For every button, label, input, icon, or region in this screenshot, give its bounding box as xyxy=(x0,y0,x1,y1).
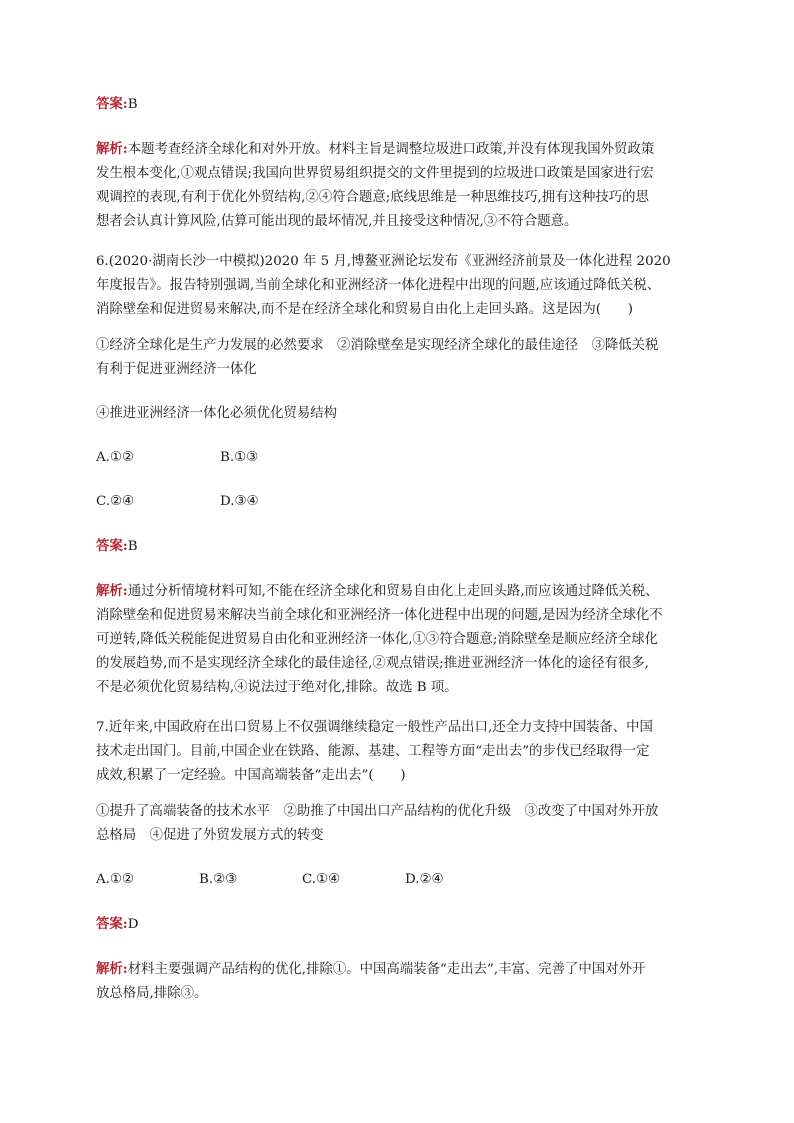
q5-analysis xyxy=(96,137,698,234)
q7-analysis-line: 放总格局,排除③。 xyxy=(96,986,208,1001)
q7-statement-line: ①提升了高端装备的技术水平 ②助推了中国出口产品结构的优化升级 ③改变了中国对外开放 xyxy=(96,804,659,819)
q7-option-c[interactable]: C.①④ xyxy=(302,872,341,887)
q7-stem-line: 7.近年来,中国政府在出口贸易上不仅强调继续稳定一般性产品出口,还全力支持中国装备、中国 xyxy=(96,720,653,735)
q6-stem-line: 6.(2020·湖南长沙一中模拟)2020 年 5 月,博鳌亚洲论坛发布《亚洲经济前景及一体化进程 2020 xyxy=(96,254,671,269)
answer-label: 答案: xyxy=(96,916,128,932)
analysis-label: 解析: xyxy=(96,141,128,157)
q6-option-c[interactable]: C.②④ xyxy=(96,494,135,509)
q6-stem xyxy=(96,250,698,322)
q6-option-d[interactable]: D.③④ xyxy=(220,494,259,509)
q6-statement-line: ①经济全球化是生产力发展的必然要求 ②消除壁垒是实现经济全球化的最佳途径 ③降低关税 xyxy=(96,338,659,353)
q7-stem-line: 成效,积累了一定经验。中国高端装备“走出去”( ) xyxy=(96,768,406,783)
q5-answer xyxy=(96,92,698,117)
q6-statements xyxy=(96,334,698,382)
q5-analysis-line: 发生根本变化,①观点错误;我国向世界贸易组织提交的文件里提到的垃圾进口政策是国家进行宏 xyxy=(96,166,654,181)
q6-analysis-line: 消除壁垒和促进贸易来解决当前全球化和亚洲经济一体化进程中出现的问题,是因为经济全球化不 xyxy=(96,608,663,623)
q7-option-b[interactable]: B.②③ xyxy=(199,872,238,887)
q7-analysis xyxy=(96,957,698,1006)
q7-option-a[interactable]: A.①② xyxy=(96,872,134,887)
q6-option-a[interactable]: A.①② xyxy=(96,450,134,465)
answer-label: 答案: xyxy=(96,538,128,554)
q6-analysis-line: 不是必须优化贸易结构,④说法过于绝对化,排除。故选 B 项。 xyxy=(96,680,458,695)
q7-statements xyxy=(96,800,698,848)
q5-analysis-line: 本题考查经济全球化和对外开放。材料主旨是调整垃圾进口政策,并没有体现我国外贸政策 xyxy=(127,142,655,157)
q7-answer-value: D xyxy=(127,917,139,932)
q7-stem-line: 技术走出国门。目前,中国企业在铁路、能源、基建、工程等方面“走出去”的步伐已经取得一定 xyxy=(96,744,650,759)
q6-stem-line: 消除壁垒和促进贸易来解决,而不是在经济全球化和贸易自由化上走回头路。这是因为( ) xyxy=(96,302,633,317)
q6-statement-4: ④推进亚洲经济一体化必须优化贸易结构 xyxy=(96,406,338,421)
analysis-label: 解析: xyxy=(96,961,128,977)
answer-label: 答案: xyxy=(96,96,128,112)
analysis-label: 解析: xyxy=(96,583,128,599)
q7-option-d[interactable]: D.②④ xyxy=(405,872,444,887)
q6-answer xyxy=(96,534,698,559)
q5-answer-value: B xyxy=(127,97,138,112)
q7-statement-line: 总格局 ④促进了外贸发展方式的转变 xyxy=(96,828,324,843)
q6-options-row-2 xyxy=(96,490,698,514)
q6-stem-line: 年度报告》。报告特别强调,当前全球化和亚洲经济一体化进程中出现的问题,应该通过降低关税、 xyxy=(96,278,661,293)
q6-analysis-line: 通过分析情境材料可知,不能在经济全球化和贸易自由化上走回头路,而应该通过降低关税、 xyxy=(127,584,659,599)
q6-option-b[interactable]: B.①③ xyxy=(220,450,259,465)
q6-answer-value: B xyxy=(127,539,138,554)
q7-options-row xyxy=(96,868,698,892)
q5-analysis-line: 观调控的表现,有利于优化外贸结构,②④符合题意;底线思维是一种思维技巧,拥有这种技巧的思 xyxy=(96,190,649,205)
q6-analysis-line: 可逆转,降低关税能促进贸易自由化和亚洲经济一体化,①③符合题意;消除壁垒是顺应经济全球化 xyxy=(96,632,659,647)
q7-analysis-line: 材料主要强调产品结构的优化,排除①。中国高端装备“走出去”,丰富、完善了中国对外开 xyxy=(127,962,646,977)
q7-answer xyxy=(96,912,698,937)
q7-stem xyxy=(96,716,698,788)
q6-analysis-line: 的发展趋势,而不是实现经济全球化的最佳途径,②观点错误;推进亚洲经济一体化的途径有很多, xyxy=(96,656,649,671)
q6-options-row-1 xyxy=(96,446,698,470)
q5-analysis-line: 想者会认真计算风险,估算可能出现的最坏情况,并且接受这种情况,③不符合题意。 xyxy=(96,214,578,229)
q6-analysis xyxy=(96,579,698,700)
q6-statement-line: 有利于促进亚洲经济一体化 xyxy=(96,362,257,377)
